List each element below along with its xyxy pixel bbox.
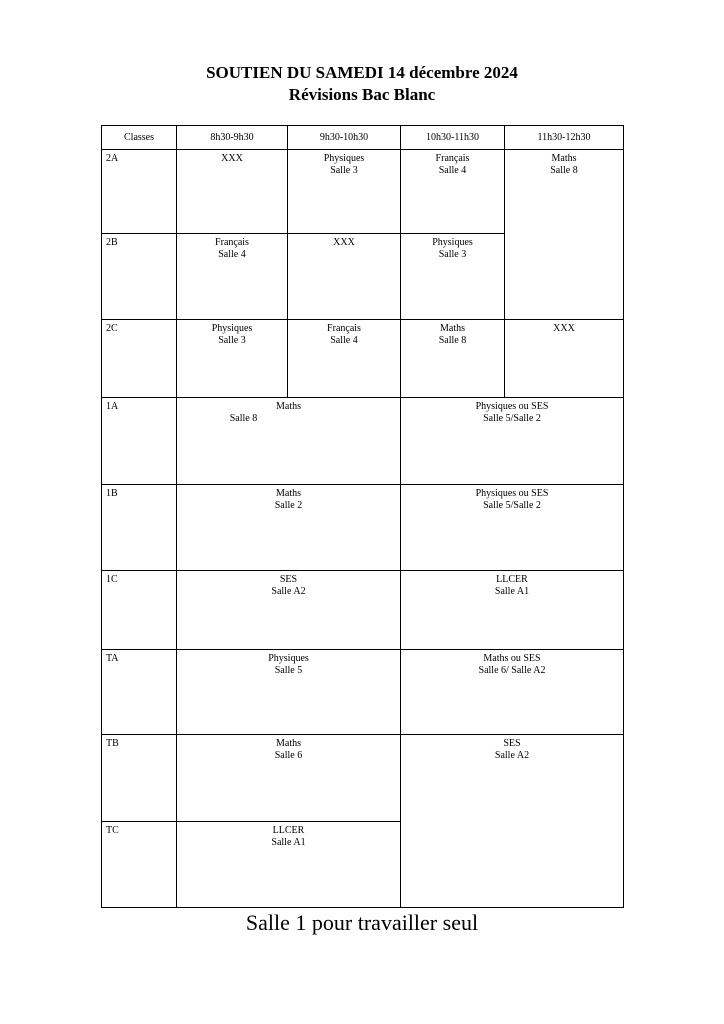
room-label: Salle A1 <box>494 586 530 597</box>
schedule-cell <box>177 234 288 320</box>
header-row <box>102 126 624 150</box>
table-row <box>102 398 624 485</box>
room-label: Salle 3 <box>218 335 246 346</box>
subject-label: Français <box>435 153 470 164</box>
schedule-cell <box>177 485 401 571</box>
subject-label: XXX <box>333 237 355 248</box>
room-label: Salle 8 <box>438 335 467 346</box>
schedule-cell <box>401 320 505 398</box>
table-row <box>102 735 624 822</box>
class-label: TB <box>102 735 177 822</box>
subject-label: Français <box>215 237 249 248</box>
class-label: TA <box>102 650 177 735</box>
table-row <box>102 571 624 650</box>
column-header-slot-4: 11h30-12h30 <box>505 126 624 150</box>
room-label: Salle 5/Salle 2 <box>483 500 541 511</box>
schedule-cell <box>505 150 624 320</box>
room-label: Salle 8 <box>550 165 578 176</box>
subject-label: Français <box>327 323 361 334</box>
schedule-cell <box>505 320 624 398</box>
subject-label: SES <box>503 738 521 749</box>
subject-label: Maths <box>276 738 301 749</box>
class-label: TC <box>102 822 177 908</box>
room-label: Salle 4 <box>218 249 246 260</box>
schedule-cell <box>177 398 401 485</box>
schedule-cell <box>401 735 624 908</box>
subject-label: LLCER <box>272 825 305 836</box>
subject-label: Physiques ou SES <box>475 401 549 412</box>
subject-label: Maths <box>276 401 301 412</box>
schedule-table <box>101 125 624 908</box>
subject-label: Physiques <box>432 237 473 248</box>
room-label: Salle 3 <box>330 165 358 176</box>
class-label: 2C <box>102 320 177 398</box>
subject-label: SES <box>279 574 298 585</box>
room-label: Salle 6 <box>274 750 303 761</box>
schedule-cell <box>401 398 624 485</box>
class-label: 1B <box>102 485 177 571</box>
schedule-cell <box>288 234 401 320</box>
footer-note: Salle 1 pour travailler seul <box>245 910 479 935</box>
schedule-cell <box>177 822 401 908</box>
class-label: 1A <box>102 398 177 485</box>
column-header-slot-2: 9h30-10h30 <box>288 126 401 150</box>
schedule-cell <box>401 234 505 320</box>
subject-label: Maths <box>440 323 465 334</box>
schedule-cell <box>177 571 401 650</box>
column-header-slot-3: 10h30-11h30 <box>401 126 505 150</box>
table-row <box>102 650 624 735</box>
room-label: Salle A1 <box>271 837 306 848</box>
schedule-cell <box>401 650 624 735</box>
room-label: Salle 6/ Salle A2 <box>478 665 546 676</box>
subject-label: XXX <box>221 153 243 164</box>
page-title: SOUTIEN DU SAMEDI 14 décembre 2024 <box>206 63 518 82</box>
room-label: Salle A2 <box>494 750 530 761</box>
subject-label: Physiques <box>268 653 309 664</box>
table-row <box>102 485 624 571</box>
room-label: Salle 4 <box>330 335 358 346</box>
room-label: Salle 3 <box>438 249 467 260</box>
subject-label: LLCER <box>496 574 528 585</box>
subject-label: Maths <box>276 488 301 499</box>
schedule-cell <box>401 571 624 650</box>
class-label: 2B <box>102 234 177 320</box>
subject-label: Physiques <box>323 153 365 164</box>
room-label: Salle A2 <box>271 586 306 597</box>
schedule-cell <box>401 485 624 571</box>
room-label: Salle 5/Salle 2 <box>483 413 541 424</box>
schedule-cell <box>288 150 401 234</box>
room-label: Salle 8 <box>229 413 258 424</box>
schedule-cell <box>177 735 401 822</box>
room-label: Salle 4 <box>438 165 467 176</box>
schedule-cell <box>401 150 505 234</box>
table-row <box>102 320 624 398</box>
table-row <box>102 150 624 234</box>
schedule-cell <box>288 320 401 398</box>
subject-label: Physiques ou SES <box>475 488 549 499</box>
subject-label: Maths ou SES <box>483 653 541 664</box>
room-label: Salle 5 <box>274 665 303 676</box>
class-label: 2A <box>102 150 177 234</box>
column-header-classes: Classes <box>102 126 177 150</box>
schedule-cell <box>177 650 401 735</box>
schedule-cell <box>177 320 288 398</box>
subject-label: Maths <box>551 153 577 164</box>
subject-label: Physiques <box>211 323 253 334</box>
schedule-cell <box>177 150 288 234</box>
room-label: Salle 2 <box>274 500 303 511</box>
page-subtitle: Révisions Bac Blanc <box>288 85 436 104</box>
class-label: 1C <box>102 571 177 650</box>
subject-label: XXX <box>553 323 575 334</box>
column-header-slot-1: 8h30-9h30 <box>177 126 288 150</box>
